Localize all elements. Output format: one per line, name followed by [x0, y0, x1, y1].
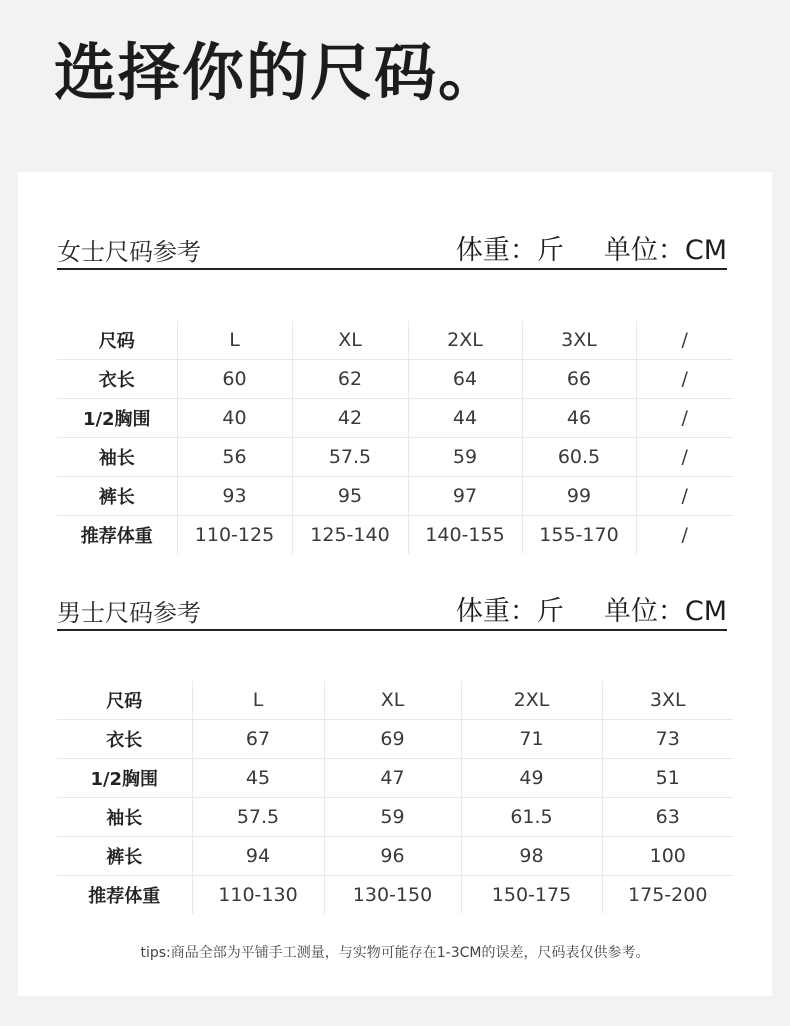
table-cell: 69	[324, 720, 461, 759]
table-cell: 63	[602, 798, 733, 837]
table-cell: 130-150	[324, 876, 461, 915]
table-cell: /	[636, 360, 733, 399]
table-cell: 尺码	[57, 681, 192, 720]
table-cell: 97	[408, 477, 522, 516]
table-cell: 140-155	[408, 516, 522, 555]
table-cell: 95	[292, 477, 408, 516]
table-cell: 98	[461, 837, 602, 876]
table-cell: 2XL	[461, 681, 602, 720]
table-cell: 46	[522, 399, 636, 438]
women-section-header	[57, 228, 727, 270]
table-cell: 150-175	[461, 876, 602, 915]
table-cell: 175-200	[602, 876, 733, 915]
table-cell: 尺码	[57, 321, 177, 360]
table-row	[57, 477, 733, 516]
table-cell: 袖长	[57, 438, 177, 477]
women-weight-unit: 体重：斤	[455, 235, 564, 266]
men-section-header	[57, 589, 727, 631]
table-cell: 62	[292, 360, 408, 399]
table-cell: /	[636, 477, 733, 516]
men-size-table	[57, 681, 733, 914]
table-cell: 3XL	[522, 321, 636, 360]
table-cell: 51	[602, 759, 733, 798]
table-cell: 96	[324, 837, 461, 876]
table-cell: 66	[522, 360, 636, 399]
table-row	[57, 516, 733, 555]
table-cell: /	[636, 399, 733, 438]
men-units	[456, 589, 727, 628]
table-cell: 2XL	[408, 321, 522, 360]
table-cell: 57.5	[292, 438, 408, 477]
table-cell: 93	[177, 477, 292, 516]
table-cell: /	[636, 516, 733, 555]
table-cell: 56	[177, 438, 292, 477]
tips-note: tips:商品全部为平铺手工测量，与实物可能存在1-3CM的误差，尺码表仅供参考。	[140, 945, 650, 961]
table-cell: XL	[292, 321, 408, 360]
men-section-title: 男士尺码参考	[57, 599, 201, 627]
table-row	[57, 399, 733, 438]
table-cell: 推荐体重	[88, 886, 161, 907]
table-cell: /	[636, 438, 733, 477]
table-cell: 3XL	[602, 681, 733, 720]
table-row	[57, 876, 733, 915]
table-cell: 衣长	[57, 720, 192, 759]
women-section-title: 女士尺码参考	[57, 238, 201, 266]
table-row	[57, 759, 733, 798]
table-cell: 57.5	[192, 798, 324, 837]
page-title: 选择你的尺码。	[54, 36, 503, 109]
men-length-unit: 单位：CM	[603, 596, 727, 627]
table-cell: L	[192, 681, 324, 720]
table-cell: 60	[177, 360, 292, 399]
table-cell: /	[636, 321, 733, 360]
table-cell: 110-125	[177, 516, 292, 555]
table-header-row	[57, 681, 733, 720]
table-row	[57, 438, 733, 477]
table-cell: 100	[602, 837, 733, 876]
size-chart-card	[18, 172, 772, 996]
table-cell: 1/2胸围	[57, 399, 177, 438]
women-units	[456, 228, 727, 267]
table-cell: 45	[192, 759, 324, 798]
table-cell: 110-130	[192, 876, 324, 915]
table-cell: 94	[192, 837, 324, 876]
table-cell: 67	[192, 720, 324, 759]
table-row	[57, 360, 733, 399]
table-header-row	[57, 321, 733, 360]
table-cell: L	[177, 321, 292, 360]
table-cell: 49	[461, 759, 602, 798]
men-weight-unit: 体重：斤	[455, 596, 564, 627]
table-cell: 60.5	[522, 438, 636, 477]
table-cell: 44	[408, 399, 522, 438]
table-cell: 61.5	[461, 798, 602, 837]
table-cell: 99	[522, 477, 636, 516]
table-cell: 59	[408, 438, 522, 477]
table-cell: 64	[408, 360, 522, 399]
table-cell: 47	[324, 759, 461, 798]
table-cell: 59	[324, 798, 461, 837]
table-row	[57, 798, 733, 837]
table-row	[57, 720, 733, 759]
table-cell: 42	[292, 399, 408, 438]
table-row	[57, 837, 733, 876]
table-cell: 73	[602, 720, 733, 759]
table-cell: XL	[324, 681, 461, 720]
table-cell: 125-140	[292, 516, 408, 555]
table-cell: 1/2胸围	[57, 759, 192, 798]
table-cell: 155-170	[522, 516, 636, 555]
table-cell: 裤长	[57, 837, 192, 876]
table-cell: 裤长	[57, 477, 177, 516]
women-length-unit: 单位：CM	[603, 235, 727, 266]
table-cell: 71	[461, 720, 602, 759]
table-cell: 40	[177, 399, 292, 438]
table-cell: 衣长	[57, 360, 177, 399]
table-cell: 袖长	[57, 798, 192, 837]
table-cell: 推荐体重	[80, 526, 153, 547]
women-size-table	[57, 321, 733, 554]
